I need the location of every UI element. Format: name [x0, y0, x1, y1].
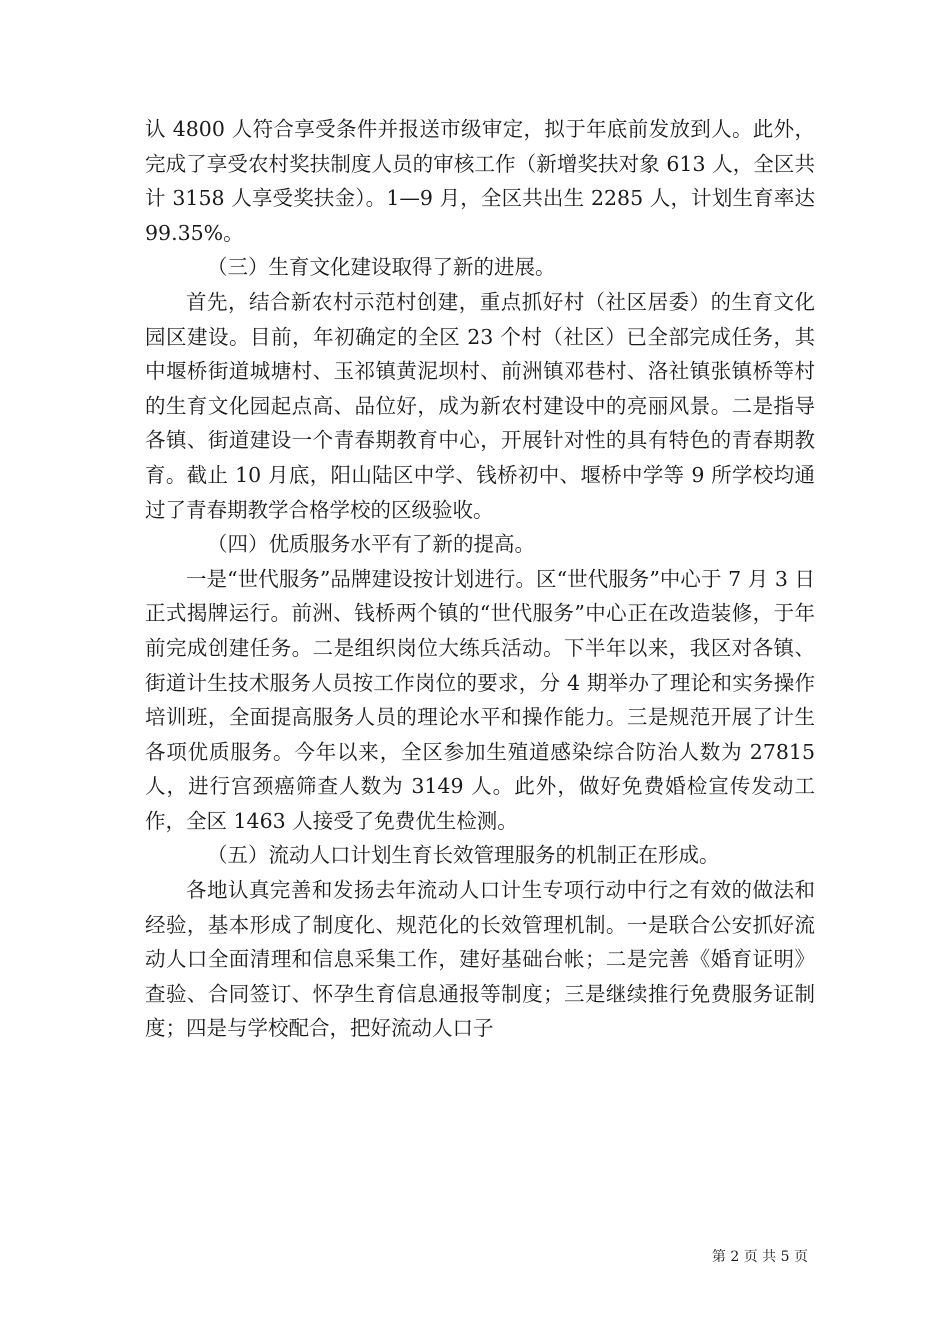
section-heading-4: （四）优质服务水平有了新的提高。 — [207, 532, 535, 557]
paragraph-section-5: 各地认真完善和发扬去年流动人口计生专项行动中行之有效的做法和经验，基本形成了制度化、规范化的长效管理机制。一是联合公安抓好流动人口全面清理和信息采集工作，建好基础台帐；二是完善《婚育证明》查验、合同签订、怀孕生育信息通报等制度；三是继续推行免费服务证制度；四是与学校配合，把好流动人口子 — [145, 878, 815, 1041]
document-page — [145, 112, 815, 1046]
section-heading-3: （三）生育文化建设取得了新的进展。 — [207, 255, 556, 280]
paragraph-section-3: 首先，结合新农村示范村创建，重点抓好村（社区居委）的生育文化园区建设。目前，年初确定的全区 23 个村（社区）已全部完成任务，其中堰桥街道城塘村、玉祁镇黄泥坝村、前洲镇邓巷村、洛社镇张镇桥等村的生育文化园起点高、品位好，成为新农村建设中的亮丽风景。二是指导各镇、街道建设一个青春期教育中心，开展针对性的具有特色的青春期教育。截止 10 月底，阳山陆区中学、钱桥初中、堰桥中学等 9 所学校均通过了青春期教学合格学校的区级验收。 — [145, 289, 815, 522]
page-number-footer: 第 2 页 共 5 页 — [711, 1249, 808, 1265]
paragraph-section-4: 一是“世代服务”品牌建设按计划进行。区“世代服务”中心于 7 月 3 日正式揭牌运行。前洲、钱桥两个镇的“世代服务”中心正在改造装修，于年前完成创建任务。二是组织岗位大练兵活动。下半年以来，我区对各镇、街道计生技术服务人员按工作岗位的要求，分 4 期举办了理论和实务操作培训班，全面提高服务人员的理论水平和操作能力。三是规范开展了计生各项优质服务。今年以来，全区参加生殖道感染综合防治人数为 27815 人，进行宫颈癌筛查人数为 3149 人。此外，做好免费婚检宣传发动工作，全区 1463 人接受了免费优生检测。 — [145, 566, 815, 833]
paragraph-continuation: 认 4800 人符合享受条件并报送市级审定，拟于年底前发放到人。此外，完成了享受农村奖扶制度人员的审核工作（新增奖扶对象 613 人，全区共计 3158 人享受奖扶金）。1—9 月，全区共出生 2285 人，计划生育率达 99.35%。 — [145, 117, 815, 245]
section-heading-5: （五）流动人口计划生育长效管理服务的机制正在形成。 — [207, 843, 720, 868]
